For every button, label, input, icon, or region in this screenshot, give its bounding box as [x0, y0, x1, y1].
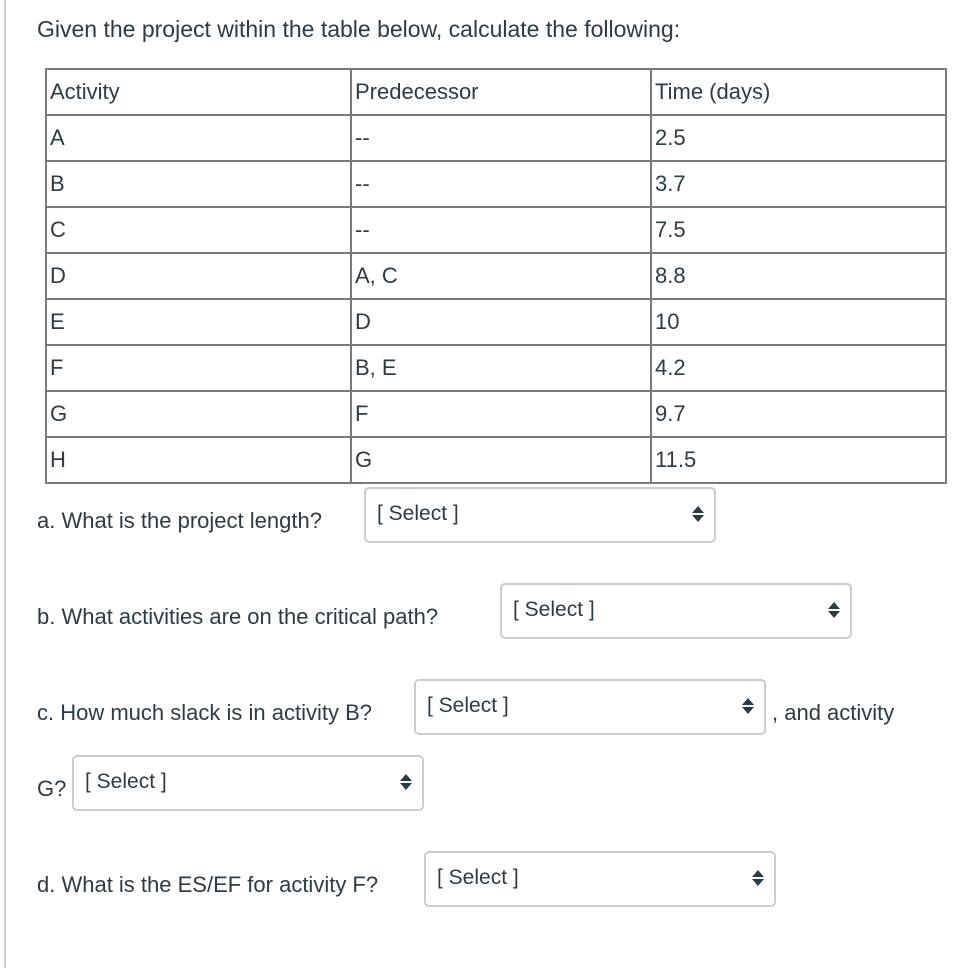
cell-activity: B	[46, 161, 351, 207]
cell-activity: E	[46, 299, 351, 345]
select-placeholder: [ Select ]	[85, 770, 167, 793]
select-placeholder: [ Select ]	[437, 866, 519, 889]
select-arrows-icon	[692, 504, 704, 526]
cell-activity: D	[46, 253, 351, 299]
question-a-label: a. What is the project length?	[37, 508, 322, 533]
cell-predecessor: --	[351, 115, 651, 161]
table-row	[46, 437, 946, 483]
table-row	[46, 299, 946, 345]
table-row	[46, 115, 946, 161]
cell-predecessor: F	[351, 391, 651, 437]
cell-predecessor: G	[351, 437, 651, 483]
cell-activity: F	[46, 345, 351, 391]
cell-time: 8.8	[651, 253, 946, 299]
select-placeholder: [ Select ]	[427, 694, 509, 717]
cell-time: 10	[651, 299, 946, 345]
slack-g-select[interactable]	[72, 755, 424, 811]
table-row	[46, 391, 946, 437]
question-b-label: b. What activities are on the critical path?	[37, 604, 439, 629]
table-row	[46, 345, 946, 391]
table-header-row	[46, 69, 946, 115]
question-c-label: c. How much slack is in activity B?	[37, 700, 372, 725]
page-left-border	[4, 0, 6, 968]
question-c2-label: G?	[37, 776, 67, 801]
cell-activity: A	[46, 115, 351, 161]
cell-predecessor: --	[351, 207, 651, 253]
select-arrows-icon	[828, 600, 840, 622]
cell-time: 3.7	[651, 161, 946, 207]
header-predecessor: Predecessor	[351, 69, 651, 115]
table-row	[46, 161, 946, 207]
cell-activity: C	[46, 207, 351, 253]
select-arrows-icon	[752, 868, 764, 890]
table-row	[46, 253, 946, 299]
cell-time: 7.5	[651, 207, 946, 253]
cell-activity: H	[46, 437, 351, 483]
select-placeholder: [ Select ]	[377, 502, 459, 525]
cell-predecessor: B, E	[351, 345, 651, 391]
project-length-select[interactable]	[364, 487, 716, 543]
project-table	[45, 68, 947, 484]
cell-predecessor: D	[351, 299, 651, 345]
select-arrows-icon	[400, 772, 412, 794]
slack-b-select[interactable]	[414, 679, 766, 735]
table-row	[46, 207, 946, 253]
select-placeholder: [ Select ]	[513, 598, 595, 621]
cell-activity: G	[46, 391, 351, 437]
question-intro: Given the project within the table below, calculate the following:	[37, 16, 681, 42]
select-arrows-icon	[742, 696, 754, 718]
critical-path-select[interactable]	[500, 583, 852, 639]
cell-time: 9.7	[651, 391, 946, 437]
cell-time: 2.5	[651, 115, 946, 161]
header-activity: Activity	[46, 69, 351, 115]
cell-time: 4.2	[651, 345, 946, 391]
cell-predecessor: --	[351, 161, 651, 207]
es-ef-f-select[interactable]	[424, 851, 776, 907]
cell-predecessor: A, C	[351, 253, 651, 299]
header-time: Time (days)	[651, 69, 946, 115]
question-d-label: d. What is the ES/EF for activity F?	[37, 872, 379, 897]
question-c-tail: , and activity	[772, 700, 895, 725]
cell-time: 11.5	[651, 437, 946, 483]
